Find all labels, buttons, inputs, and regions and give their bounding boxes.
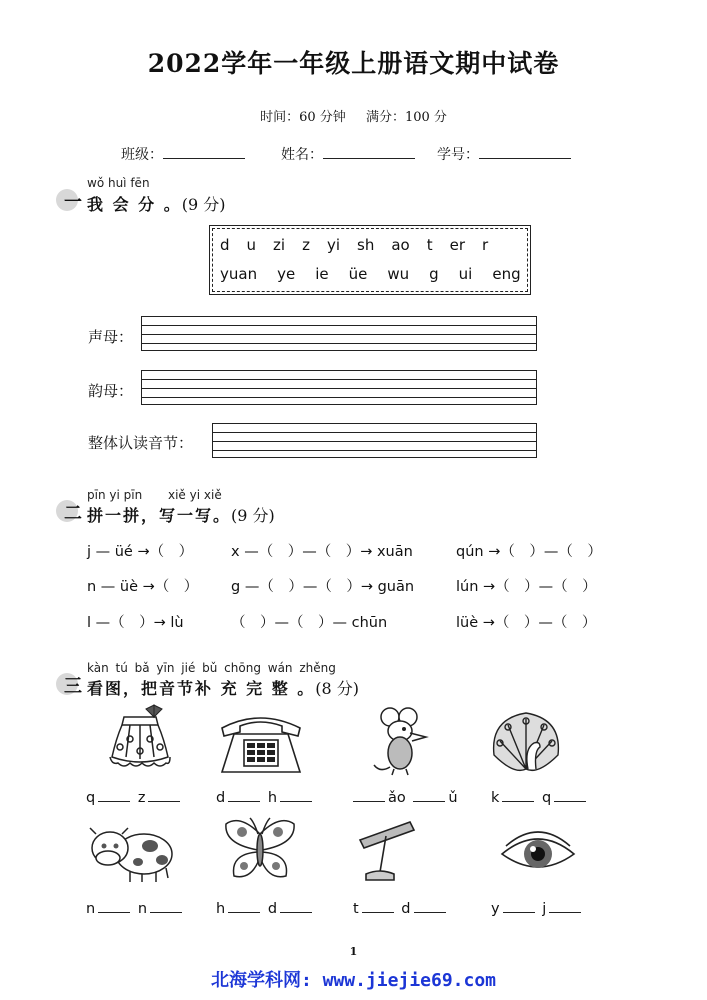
s2-r3-c1: l —（ ）→ lù bbox=[87, 615, 184, 631]
section2-title: 拼一拼，写一写。(9 分) bbox=[87, 506, 275, 525]
skirt-icon bbox=[100, 703, 180, 775]
letter-item: t bbox=[426, 236, 433, 254]
exam-meta bbox=[0, 106, 707, 125]
letter-item: d bbox=[220, 236, 230, 254]
peacock-icon bbox=[488, 705, 564, 779]
letter-item: ao bbox=[391, 236, 410, 254]
writing-lines-initials[interactable] bbox=[141, 316, 537, 351]
section3-pinyin: kàn tú bǎ yīn jié bǔ chōng wán zhěng bbox=[87, 661, 336, 675]
name-blank[interactable] bbox=[323, 144, 415, 159]
fill-butterfly: h d bbox=[216, 899, 315, 917]
desk-lamp-icon bbox=[352, 816, 418, 886]
label-whole-syllables: 整体认读音节： bbox=[88, 434, 194, 452]
fill-cow: n n bbox=[86, 899, 185, 917]
letter-item: yi bbox=[326, 236, 341, 254]
fill-peacock: k q bbox=[491, 788, 589, 806]
page-number: 1 bbox=[349, 945, 358, 958]
letter-item: ie bbox=[315, 265, 329, 283]
s2-r1-c1: j — üé →（ ） bbox=[87, 544, 194, 560]
fill-desk-lamp: t d bbox=[353, 899, 449, 917]
butterfly-icon bbox=[220, 814, 300, 886]
letter-box-row2 bbox=[220, 265, 541, 283]
class-blank[interactable] bbox=[163, 144, 245, 159]
fill-mouse: ǎo ǔ bbox=[350, 788, 458, 806]
letter-item: r bbox=[482, 236, 489, 254]
id-field: 学号： bbox=[437, 144, 571, 164]
s2-r3-c3: lüè →（ ）—（ ） bbox=[456, 615, 597, 631]
fill-eye: y j bbox=[491, 899, 584, 917]
eye-icon bbox=[498, 822, 578, 882]
section3-number: 三 bbox=[64, 676, 82, 697]
fill-skirt: q z bbox=[86, 788, 183, 806]
letter-item: g bbox=[429, 265, 439, 283]
section1-number: 一 bbox=[64, 192, 82, 213]
section2-pinyin-b: xiě yi xiě bbox=[168, 488, 222, 502]
label-initials: 声母： bbox=[88, 328, 134, 346]
letter-item: u bbox=[246, 236, 257, 254]
score-text: 满分：100 分 bbox=[365, 110, 447, 125]
letter-item: ye bbox=[277, 265, 296, 283]
page-title: 2022学年一年级上册语文期中试卷 bbox=[147, 49, 560, 78]
section3-title: 看图，把音节补 充 完 整 。(8 分) bbox=[87, 679, 360, 698]
label-finals: 韵母： bbox=[88, 382, 134, 400]
writing-lines-finals[interactable] bbox=[141, 370, 537, 405]
cow-icon bbox=[86, 822, 178, 884]
footer-watermark[interactable]: 北海学科网: www.jiejie69.com bbox=[210, 970, 497, 991]
letter-box-row1 bbox=[220, 236, 505, 254]
name-field: 姓名： bbox=[281, 144, 415, 164]
s2-r1-c2: x —（ ）—（ ）→ xuān bbox=[231, 544, 413, 560]
fill-telephone: d h bbox=[216, 788, 315, 806]
s2-r2-c3: lún →（ ）—（ ） bbox=[456, 579, 597, 595]
s2-r2-c2: g —（ ）—（ ）→ guān bbox=[231, 579, 415, 595]
id-blank[interactable] bbox=[479, 144, 571, 159]
s2-r3-c2: （ ）—（ ）— chūn bbox=[231, 615, 388, 631]
s2-r2-c1: n — üè →（ ） bbox=[87, 579, 199, 595]
s2-r1-c3: qún →（ ）—（ ） bbox=[456, 544, 602, 560]
class-field: 班级： bbox=[121, 144, 245, 164]
letter-item: yuan bbox=[220, 265, 258, 283]
section1-title: 我 会 分 。(9 分) bbox=[87, 195, 226, 214]
letter-item: üe bbox=[348, 265, 368, 283]
section2-number: 二 bbox=[64, 503, 82, 524]
writing-lines-whole[interactable] bbox=[212, 423, 537, 458]
letter-item: ui bbox=[458, 265, 473, 283]
letter-item: wu bbox=[387, 265, 410, 283]
section1-pinyin: wǒ huì fēn bbox=[87, 176, 150, 190]
letter-item: eng bbox=[492, 265, 521, 283]
letter-item: zi bbox=[273, 236, 286, 254]
time-text: 时间：60 分钟 bbox=[260, 110, 346, 125]
mouse-icon bbox=[370, 705, 442, 777]
letter-item: z bbox=[302, 236, 310, 254]
letter-item: sh bbox=[357, 236, 375, 254]
section2-pinyin-a: pīn yi pīn bbox=[87, 488, 143, 502]
letter-item: er bbox=[449, 236, 466, 254]
telephone-icon bbox=[212, 710, 310, 776]
